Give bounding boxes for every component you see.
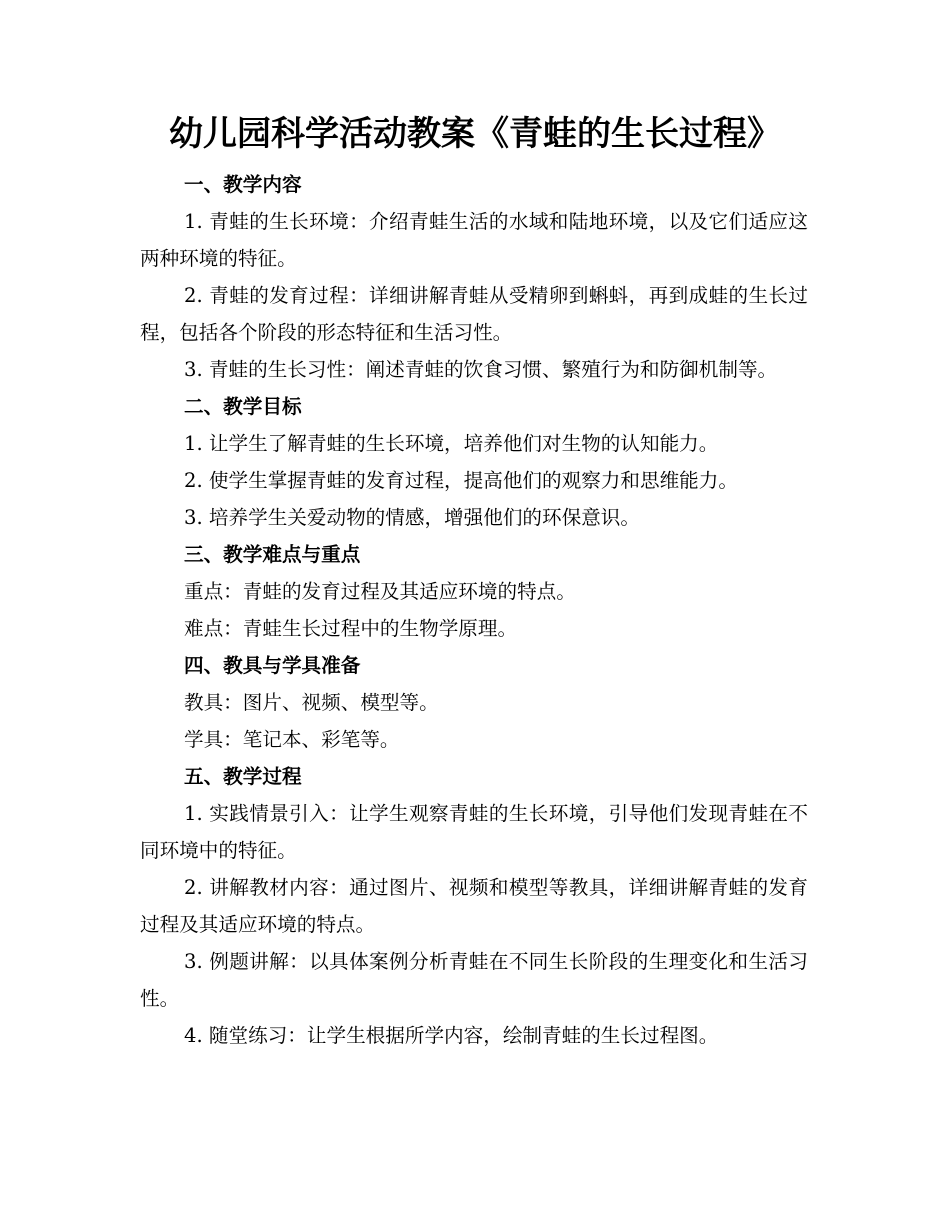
document-title: 幼儿园科学活动教案《青蛙的生长过程》: [169, 114, 781, 154]
paragraph: 学具：笔记本、彩笔等。: [184, 728, 400, 751]
section-heading: 四、教具与学具准备: [184, 654, 361, 677]
paragraph: 难点：青蛙生长过程中的生物学原理。: [184, 617, 518, 640]
paragraph: 3. 青蛙的生长习性：阐述青蛙的饮食习惯、繁殖行为和防御机制等。: [184, 358, 778, 381]
section-teaching-goals: [140, 388, 808, 536]
section-heading: 一、教学内容: [184, 173, 302, 196]
paragraph: 1. 实践情景引入：让学生观察青蛙的生长环境，引导他们发现青蛙在不同环境中的特征。: [140, 802, 808, 862]
paragraph: 2. 使学生掌握青蛙的发育过程，提高他们的观察力和思维能力。: [184, 469, 738, 492]
paragraph: 3. 培养学生关爱动物的情感，增强他们的环保意识。: [184, 506, 640, 529]
section-teaching-process: [140, 758, 808, 1054]
section-heading: 二、教学目标: [184, 395, 302, 418]
paragraph: 2. 讲解教材内容：通过图片、视频和模型等教具，详细讲解青蛙的发育过程及其适应环境的特点。: [140, 876, 808, 936]
document-body: [140, 166, 808, 1054]
paragraph: 2. 青蛙的发育过程：详细讲解青蛙从受精卵到蝌蚪，再到成蛙的生长过程，包括各个阶段的形态特征和生活习性。: [140, 284, 808, 344]
section-key-points: [140, 536, 808, 647]
section-heading: 五、教学过程: [184, 765, 302, 788]
paragraph: 3. 例题讲解：以具体案例分析青蛙在不同生长阶段的生理变化和生活习性。: [140, 950, 808, 1010]
paragraph: 4. 随堂练习：让学生根据所学内容，绘制青蛙的生长过程图。: [184, 1024, 719, 1047]
paragraph: 1. 让学生了解青蛙的生长环境，培养他们对生物的认知能力。: [184, 432, 719, 455]
section-heading: 三、教学难点与重点: [184, 543, 361, 566]
section-materials: [140, 647, 808, 758]
paragraph: 重点：青蛙的发育过程及其适应环境的特点。: [184, 580, 576, 603]
paragraph: 1. 青蛙的生长环境：介绍青蛙生活的水域和陆地环境，以及它们适应这两种环境的特征。: [140, 210, 808, 270]
paragraph: 教具：图片、视频、模型等。: [184, 691, 439, 714]
section-teaching-content: [140, 166, 808, 388]
